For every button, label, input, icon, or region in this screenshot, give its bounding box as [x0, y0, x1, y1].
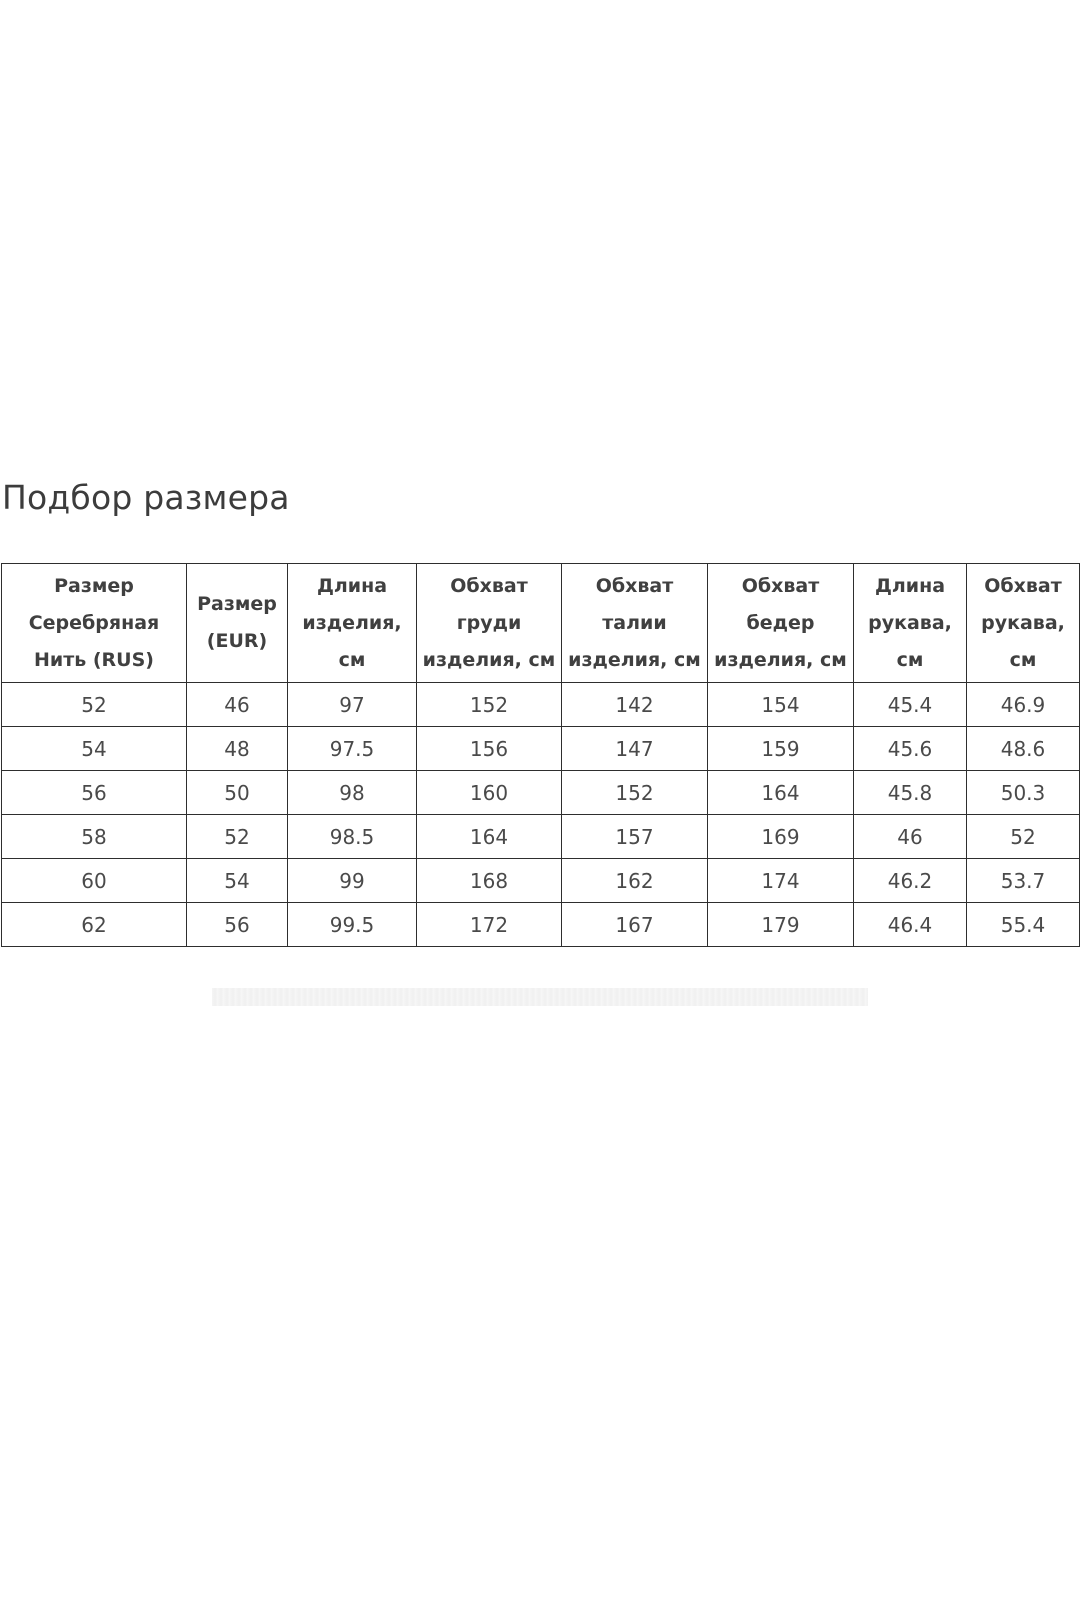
table-cell: 54 [187, 859, 288, 903]
table-cell: 147 [562, 727, 708, 771]
table-cell: 164 [708, 771, 854, 815]
table-cell: 97 [288, 683, 417, 727]
table-cell: 45.6 [854, 727, 967, 771]
table-cell: 56 [2, 771, 187, 815]
header-line: изделия, см [568, 648, 701, 671]
header-line: рукава, [981, 611, 1065, 634]
table-row [2, 859, 1080, 903]
table-cell: 52 [2, 683, 187, 727]
table-cell: 60 [2, 859, 187, 903]
header-size-rus [2, 564, 187, 683]
table-cell: 55.4 [967, 903, 1080, 947]
table-cell: 160 [417, 771, 562, 815]
table-cell: 46.4 [854, 903, 967, 947]
table-cell: 48 [187, 727, 288, 771]
header-waist-girth [562, 564, 708, 683]
table-cell: 168 [417, 859, 562, 903]
table-row [2, 815, 1080, 859]
table-cell: 52 [967, 815, 1080, 859]
header-line: см [338, 648, 366, 671]
header-line: см [1009, 648, 1037, 671]
size-table [1, 563, 1080, 947]
table-cell: 53.7 [967, 859, 1080, 903]
header-sleeve-girth [967, 564, 1080, 683]
table-cell: 46.9 [967, 683, 1080, 727]
header-line: бедер [746, 611, 815, 634]
header-chest-girth [417, 564, 562, 683]
table-cell: 154 [708, 683, 854, 727]
table-cell: 99 [288, 859, 417, 903]
header-line: Длина [874, 574, 946, 597]
table-row [2, 903, 1080, 947]
header-line: груди [456, 611, 522, 634]
table-cell: 46 [187, 683, 288, 727]
table-cell: 156 [417, 727, 562, 771]
table-cell: 169 [708, 815, 854, 859]
table-cell: 159 [708, 727, 854, 771]
table-cell: 142 [562, 683, 708, 727]
header-line: Обхват [984, 574, 1062, 597]
table-cell: 157 [562, 815, 708, 859]
table-cell: 99.5 [288, 903, 417, 947]
table-cell: 46 [854, 815, 967, 859]
table-cell: 179 [708, 903, 854, 947]
table-cell: 164 [417, 815, 562, 859]
table-cell: 152 [562, 771, 708, 815]
table-cell: 45.4 [854, 683, 967, 727]
header-line: Нить (RUS) [34, 648, 154, 671]
header-line: Серебряная [28, 611, 160, 634]
table-cell: 97.5 [288, 727, 417, 771]
header-line: изделия, см [714, 648, 847, 671]
header-line: см [896, 648, 924, 671]
table-cell: 56 [187, 903, 288, 947]
table-cell: 46.2 [854, 859, 967, 903]
faded-divider [212, 988, 868, 1006]
header-line: (EUR) [206, 630, 268, 652]
header-line: Размер [197, 593, 277, 615]
header-sleeve-length [854, 564, 967, 683]
table-cell: 45.8 [854, 771, 967, 815]
header-garment-length [288, 564, 417, 683]
header-line: Обхват [450, 574, 528, 597]
table-cell: 162 [562, 859, 708, 903]
table-cell: 152 [417, 683, 562, 727]
page-title: Подбор размера [2, 478, 290, 517]
table-row [2, 771, 1080, 815]
header-line: рукава, [868, 611, 952, 634]
header-line: Обхват [595, 574, 674, 597]
header-hip-girth [708, 564, 854, 683]
table-cell: 174 [708, 859, 854, 903]
table-cell: 50.3 [967, 771, 1080, 815]
table-row [2, 683, 1080, 727]
header-line: Размер [54, 574, 134, 597]
table-cell: 54 [2, 727, 187, 771]
table-cell: 98 [288, 771, 417, 815]
table-cell: 62 [2, 903, 187, 947]
table-cell: 58 [2, 815, 187, 859]
table-cell: 52 [187, 815, 288, 859]
table-cell: 167 [562, 903, 708, 947]
header-line: изделия, см [422, 648, 556, 671]
table-cell: 172 [417, 903, 562, 947]
table-cell: 48.6 [967, 727, 1080, 771]
header-size-eur [187, 564, 288, 683]
header-line: талии [602, 611, 667, 634]
table-cell: 50 [187, 771, 288, 815]
header-line: Длина [316, 574, 388, 597]
header-line: изделия, [302, 611, 402, 634]
table-cell: 98.5 [288, 815, 417, 859]
table-row [2, 727, 1080, 771]
header-line: Обхват [741, 574, 820, 597]
table-header-row [2, 564, 1080, 683]
